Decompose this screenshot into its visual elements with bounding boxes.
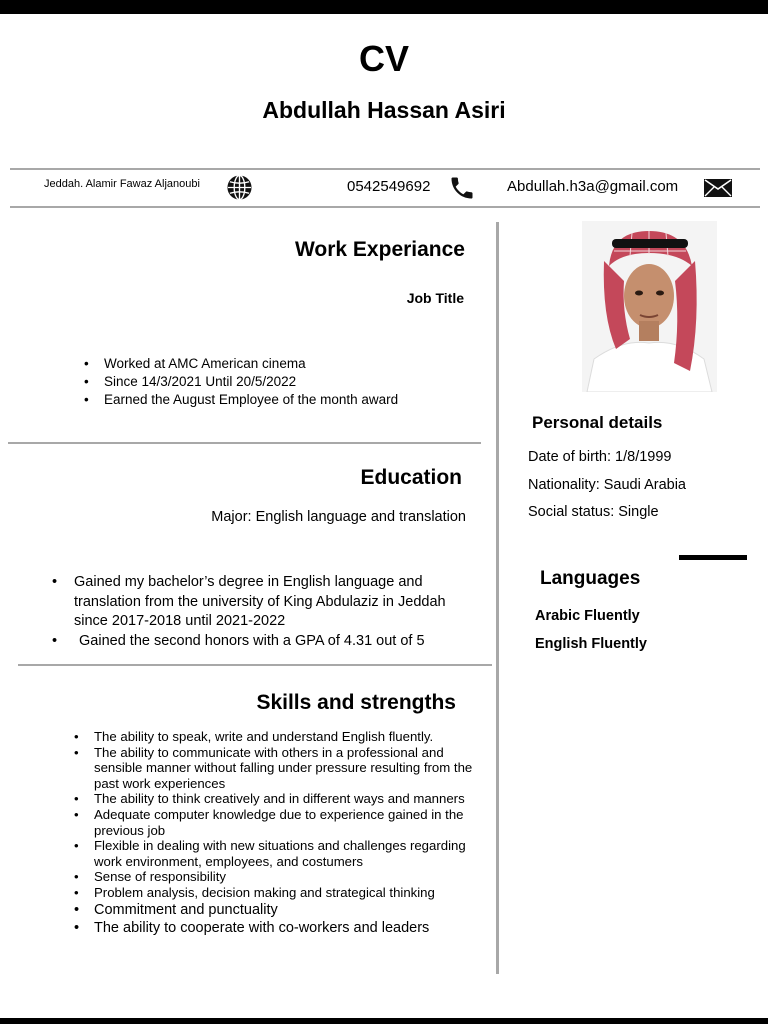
list-item: • Flexible in dealing with new situations and challenges regarding work environment, employees, and costumers (94, 838, 479, 869)
bottom-border-bar (0, 1018, 768, 1024)
work-divider (8, 442, 481, 444)
education-list (74, 573, 474, 651)
list-item: • Gained my bachelor’s degree in English language and translation from the university of King Abdulaziz in Jeddah since 2017-2018 until 2021-2022 (74, 573, 474, 632)
candidate-name: Abdullah Hassan Asiri (262, 97, 506, 123)
education-heading: Education (360, 466, 462, 489)
section-accent-bar (679, 555, 747, 560)
skills-heading: Skills and strengths (256, 691, 456, 714)
list-item: • Sense of responsibility (94, 869, 479, 885)
contact-address (44, 168, 200, 208)
skills-list (94, 729, 479, 937)
contact-email (507, 168, 678, 208)
email-text: Abdullah.h3a@gmail.com (507, 177, 679, 195)
work-heading: Work Experiance (294, 238, 465, 261)
list-item: • Adequate computer knowledge due to experience gained in the previous job (94, 807, 479, 838)
language-item: English Fluently (535, 636, 647, 652)
profile-photo (582, 221, 717, 392)
date-of-birth: Date of birth: 1/8/1999 (528, 449, 672, 465)
address-text: Jeddah. Alamir Fawaz Aljanoubi (44, 178, 200, 190)
list-item: • Gained the second honors with a GPA of 4.31 out of 5 (74, 632, 474, 652)
work-list (104, 355, 464, 409)
phone-icon (448, 174, 476, 207)
education-major: Major: English language and translation (211, 509, 466, 525)
language-item: Arabic Fluently (535, 608, 640, 624)
globe-icon (226, 174, 253, 206)
job-title: Job Title (406, 290, 464, 306)
list-item: • The ability to communicate with others in a professional and sensible manner without falling under pressure resulting from the past work experiences (94, 745, 479, 792)
list-item: • Earned the August Employee of the month award (104, 391, 464, 409)
phone-text: 0542549692 (347, 177, 431, 195)
top-border-bar (0, 0, 768, 14)
social-status: Social status: Single (528, 504, 659, 520)
list-item: • Problem analysis, decision making and strategical thinking (94, 885, 479, 901)
list-item: • The ability to speak, write and understand English fluently. (94, 729, 479, 745)
list-item: • Commitment and punctuality (94, 901, 479, 919)
list-item: • Worked at AMC American cinema (104, 355, 464, 373)
cv-title: CV (358, 38, 409, 79)
personal-heading: Personal details (532, 413, 663, 432)
nationality: Nationality: Saudi Arabia (528, 477, 686, 493)
contact-phone (347, 168, 430, 208)
list-item: • Since 14/3/2021 Until 20/5/2022 (104, 373, 464, 391)
education-divider (18, 664, 492, 666)
column-divider (496, 222, 499, 974)
list-item: • The ability to cooperate with co-workers and leaders (94, 919, 479, 937)
languages-heading: Languages (540, 568, 641, 589)
envelope-icon (704, 179, 732, 202)
list-item: • The ability to think creatively and in different ways and manners (94, 791, 479, 807)
